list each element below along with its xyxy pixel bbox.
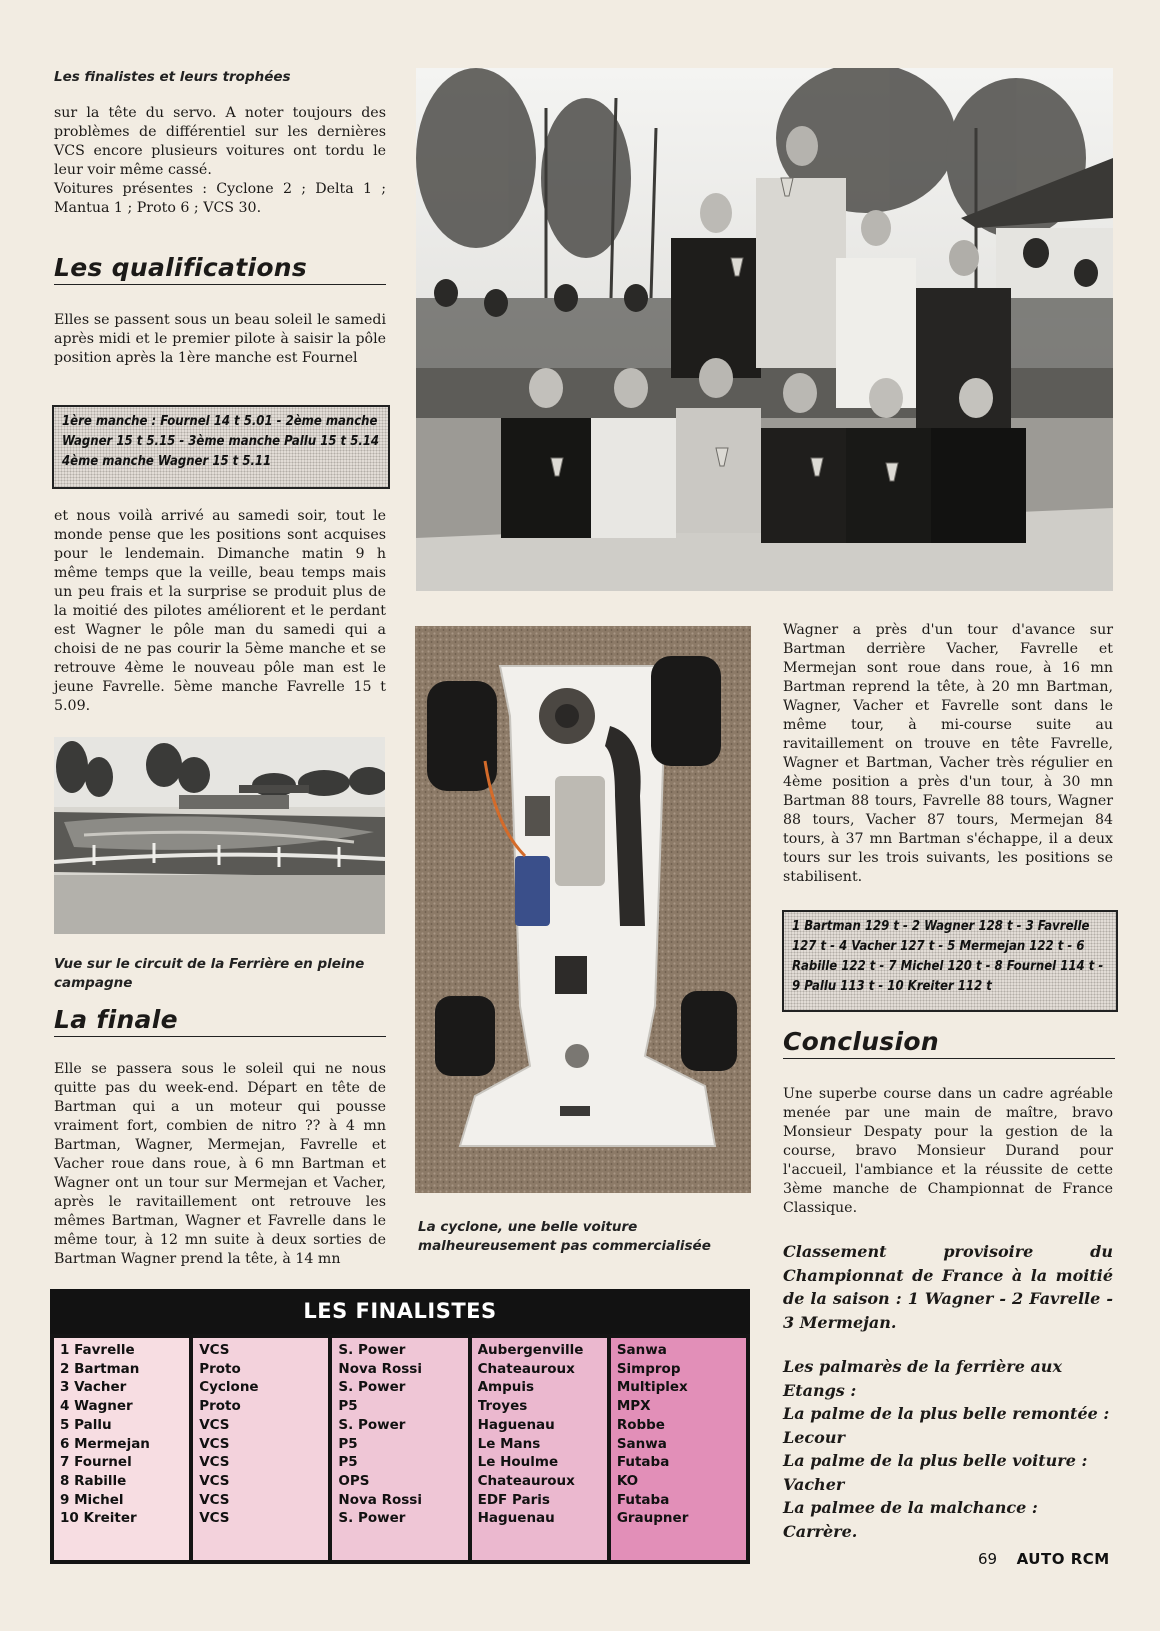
table-cell: EDF Paris (477, 1491, 550, 1508)
table-cell: VCS (199, 1435, 230, 1452)
finalists-column-cars (193, 1338, 328, 1560)
conclusion-heading: Conclusion (783, 1027, 1115, 1059)
table-cell: VCS (199, 1454, 230, 1471)
finalists-column-clubs (472, 1338, 607, 1560)
table-cell: KO (616, 1472, 639, 1489)
finalists-trophies-photo (416, 68, 1113, 591)
intro-paragraph: sur la tête du servo. A noter toujours des problèmes de différentiel sur les dernières VCS encore plusieurs voitures ont tordu le leur voir même cassé. (54, 105, 386, 178)
table-cell: Chateauroux (477, 1360, 575, 1377)
table-cell: Ampuis (477, 1379, 535, 1396)
circuit-photo (54, 737, 385, 934)
circuit-caption: Vue sur le circuit de la Ferrière en pleine campagne (54, 956, 365, 991)
qualifications-paragraph: Elles se passent sous un beau soleil le samedi après midi et le premier pilote à saisir la pôle position après la 1ère manche est Fournel (54, 312, 386, 366)
table-cell: VCS (199, 1472, 230, 1489)
table-cell: 1 Favrelle (60, 1342, 135, 1358)
table-cell: VCS (199, 1342, 230, 1358)
table-cell: Multiplex (616, 1379, 688, 1396)
finalists-column-drivers (54, 1338, 189, 1560)
table-cell: Nova Rossi (338, 1360, 422, 1377)
table-cell: S. Power (338, 1342, 406, 1358)
table-cell: Proto (199, 1360, 241, 1377)
magazine-name: AUTO RCM (1016, 1550, 1110, 1568)
table-cell: Sanwa (616, 1435, 667, 1452)
palmares-block (783, 1355, 1113, 1543)
qualifications-results-box: 1ère manche : Fournel 14 t 5.01 - 2ème manche Wagner 15 t 5.15 - 3ème manche Pallu 15 t 5.14 4ème manche Wagner 15 t 5.11 (52, 405, 390, 489)
page-footer (978, 1550, 1110, 1568)
table-cell: Simprop (616, 1360, 681, 1377)
cars-present-text: Voitures présentes : Cyclone 2 ; Delta 1 ; Mantua 1 ; Proto 6 ; VCS 30. (54, 181, 386, 216)
table-cell: Graupner (616, 1510, 689, 1527)
table-cell: Futaba (616, 1454, 670, 1471)
finalists-column-engines (332, 1338, 467, 1560)
finale-heading: La finale (54, 1005, 386, 1037)
table-cell: VCS (199, 1416, 230, 1433)
provisional-ranking: Classement provisoire du Championnat de France à la moitié de la saison : 1 Wagner - 2 Favrelle - 3 Mermejan. (783, 1242, 1113, 1332)
table-cell: Futaba (616, 1491, 670, 1508)
sunday-paragraph: et nous voilà arrivé au samedi soir, tout le monde pense que les positions sont acquises pour le lendemain. Dimanche matin 9 h même temps que la veille, beau temps mais un peu frais et la surprise se produit plus de la moitié des pilotes améliorent et le perdant est Wagner le pôle man du samedi qui a choisi de ne pas courir la 5ème manche et se retrouve 4ème le nouveau pôle man est le jeune Favrelle. 5ème manche Favrelle 15 t 5.09. (54, 508, 386, 714)
page-number: 69 (978, 1550, 998, 1568)
table-cell: Le Mans (477, 1435, 541, 1452)
final-results-box: 1 Bartman 129 t - 2 Wagner 128 t - 3 Favrelle 127 t - 4 Vacher 127 t - 5 Mermejan 122 t - 6 Rabille 122 t - 7 Michel 120 t - 8 Fournel 114 t - 9 Pallu 113 t - 10 Kreiter 112 t (782, 910, 1118, 1012)
table-cell: S. Power (338, 1510, 406, 1527)
table-cell: 3 Vacher (60, 1379, 127, 1396)
table-cell: Sanwa (616, 1342, 667, 1358)
table-cell: Haguenau (477, 1416, 555, 1433)
table-cell: Robbe (616, 1416, 665, 1433)
table-cell: 10 Kreiter (60, 1510, 137, 1527)
table-cell: VCS (199, 1491, 230, 1508)
table-cell: Aubergenville (477, 1342, 584, 1358)
table-cell: S. Power (338, 1379, 406, 1396)
finalists-column-radios (611, 1338, 746, 1560)
finalists-table-body (50, 1334, 750, 1564)
table-cell: Cyclone (199, 1379, 259, 1396)
finalists-table (50, 1289, 750, 1564)
table-cell: 5 Pallu (60, 1416, 112, 1433)
table-cell: Troyes (477, 1398, 528, 1415)
table-cell: P5 (338, 1398, 358, 1415)
race-paragraph: Wagner a près d'un tour d'avance sur Bartman derrière Vacher, Favrelle et Mermejan sont roue dans roue, à 16 mn Bartman reprend la tête, à 20 mn Bartman, Wagner, Vacher et Favrelle sont dans le même tour, à mi-course suite au ravitaillement on trouve en tête Favrelle, Wagner et Bartman, Vacher très régulier en 4ème position a près d'un tour, à 30 mn Bartman 88 tours, Favrelle 88 tours, Wagner 88 tours, Vacher 87 tours, Mermejan 84 tours, à 37 mn Bartman s'échappe, il a deux tours sur les trois suivants, les positions se stabilisent. (783, 622, 1113, 885)
palmares-comeback: La palme de la plus belle remontée : Lecour (783, 1404, 1110, 1447)
top-photo-caption: Les finalistes et leurs trophées (54, 69, 291, 85)
finale-paragraph: Elle se passera sous le soleil qui ne nous quitte pas du week-end. Départ en tête de Bartman qui a un moteur qui pousse vraiment fort, combien de nitro ?? à 4 mn Bartman, Wagner, Mermejan, Favrelle et Vacher roue dans roue, à 6 mn Bartman et Wagner ont un tour sur Mermejan et Vacher, après le ravitaillement ont retrouve les mêmes Bartman, Wagner et Favrelle dans le même tour, à 12 mn suite à deux sorties de Bartman Wagner prend la tête, à 14 mn (54, 1061, 386, 1267)
palmares-car: La palme de la plus belle voiture : Vacher (783, 1451, 1088, 1494)
table-cell: OPS (338, 1472, 370, 1489)
table-cell: 4 Wagner (60, 1398, 133, 1415)
palmares-bad-luck: La palmee de la malchance : Carrère. (783, 1498, 1038, 1541)
table-cell: 9 Michel (60, 1491, 124, 1508)
table-cell: Proto (199, 1398, 241, 1415)
table-cell: S. Power (338, 1416, 406, 1433)
finalists-table-title: LES FINALISTES (50, 1289, 750, 1334)
table-cell: Haguenau (477, 1510, 555, 1527)
conclusion-paragraph: Une superbe course dans un cadre agréable menée par une main de maître, bravo Monsieur Despaty pour la gestion de la course, bravo Monsieur Durand pour l'accueil, l'ambiance et la réussite de cette 3ème manche de Championnat de France Classique. (783, 1086, 1113, 1216)
qualifications-heading: Les qualifications (54, 253, 386, 285)
table-cell: 6 Mermejan (60, 1435, 150, 1452)
table-cell: 2 Bartman (60, 1360, 140, 1377)
table-cell: VCS (199, 1510, 230, 1527)
table-cell: Nova Rossi (338, 1491, 422, 1508)
table-cell: 8 Rabille (60, 1472, 127, 1489)
table-cell: 7 Fournel (60, 1454, 132, 1471)
table-cell: MPX (616, 1398, 651, 1415)
palmares-title: Les palmarès de la ferrière aux Etangs : (783, 1357, 1062, 1400)
car-caption: La cyclone, une belle voiture malheureusement pas commercialisée (418, 1219, 711, 1254)
table-cell: P5 (338, 1454, 358, 1471)
cyclone-car-photo (415, 626, 751, 1193)
table-cell: P5 (338, 1435, 358, 1452)
table-cell: Chateauroux (477, 1472, 575, 1489)
table-cell: Le Houlme (477, 1454, 559, 1471)
